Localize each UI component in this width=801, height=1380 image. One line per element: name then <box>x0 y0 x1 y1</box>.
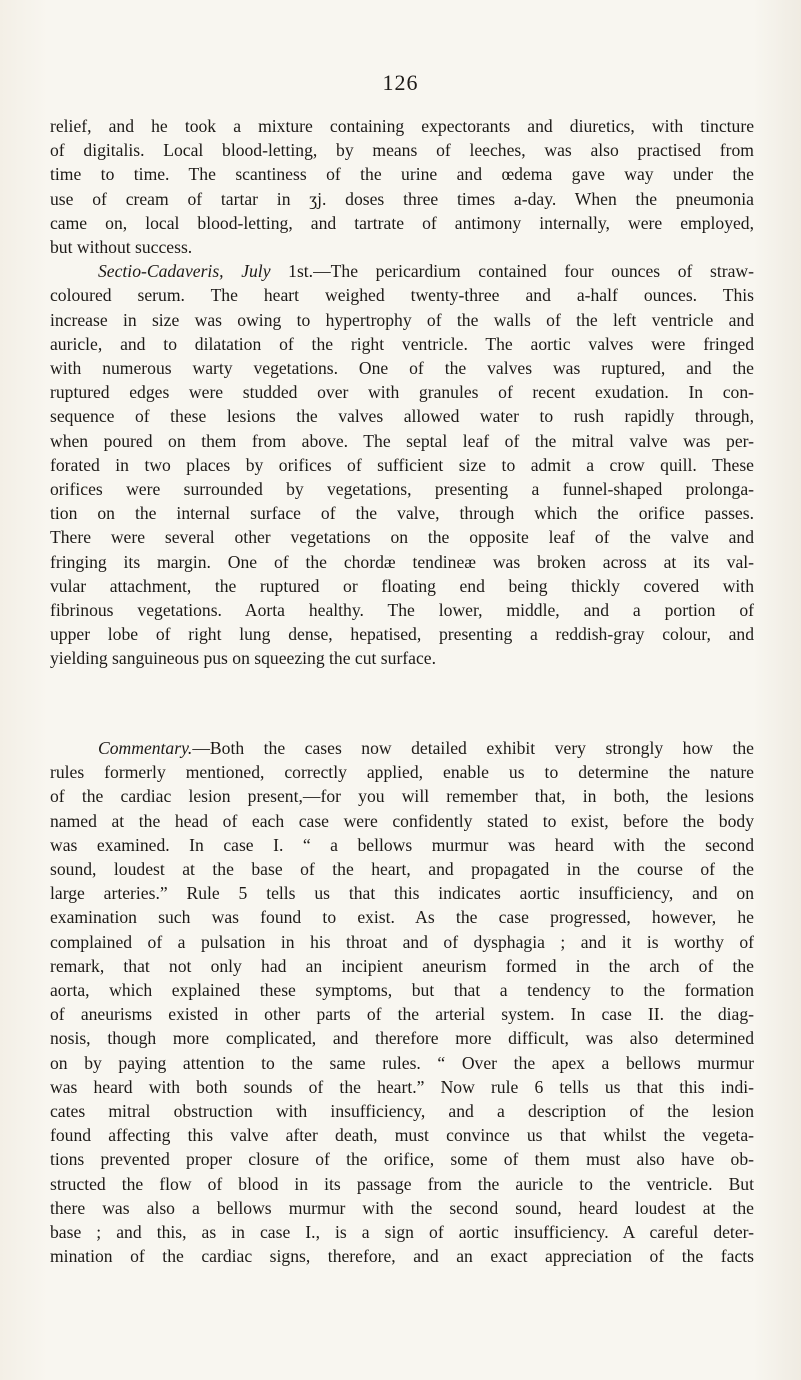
text-line: remark, that not only had an incipient aneurism formed in the arch of the <box>50 955 754 976</box>
text-line: structed the flow of blood in its passage from the auricle to the ventricle. But <box>50 1173 754 1194</box>
text-line: of digitalis. Local blood-letting, by means of leeches, was also practised from <box>50 140 754 161</box>
text-line: sound, loudest at the base of the heart, and propagated in the course of the <box>50 859 754 880</box>
text-line: rules formerly mentioned, correctly applied, enable us to determine the nature <box>50 762 754 783</box>
text-line: found affecting this valve after death, must convince us that whilst the vegeta- <box>50 1125 754 1146</box>
text-line: yielding sanguineous pus on squeezing the cut surface. <box>50 648 436 669</box>
text-line: fringing its margin. One of the chordæ tendineæ was broken across at its val- <box>50 551 754 572</box>
text-line: ruptured edges were studded over with granules of recent exudation. In con- <box>50 382 754 403</box>
text-line: —The pericardium contained four ounces of straw- <box>313 261 754 282</box>
text-line: complained of a pulsation in his throat and of dysphagia ; and it is worthy of <box>50 931 754 952</box>
commentary-first-line <box>50 736 754 760</box>
text-line: There were several other vegetations on the opposite leaf of the valve and <box>50 527 754 548</box>
commentary-heading: Commentary. <box>98 738 193 758</box>
text-line: was examined. In case I. “ a bellows murmur was heard with the second <box>50 834 754 855</box>
text-line: base ; and this, as in case I., is a sign of aortic insufficiency. A careful deter- <box>50 1222 754 1243</box>
text-line: when poured on them from above. The septal leaf of the mitral valve was per- <box>50 430 754 451</box>
text-line: of aneurisms existed in other parts of the arterial system. In case II. the diag- <box>50 1004 754 1025</box>
text-line: with numerous warty vegetations. One of the valves was ruptured, and the <box>50 358 754 379</box>
sectio-cadaveris-first-line <box>50 259 754 283</box>
text-line: cates mitral obstruction with insufficiency, and a description of the lesion <box>50 1101 754 1122</box>
page-number: 126 <box>382 70 419 95</box>
text-line: there was also a bellows murmur with the second sound, heard loudest at the <box>50 1197 754 1218</box>
text-line: forated in two places by orifices of sufficient size to admit a crow quill. These <box>50 454 754 475</box>
text-line: nosis, though more complicated, and therefore more difficult, was also determined <box>50 1028 754 1049</box>
text-line: tions prevented proper closure of the orifice, some of them must also have ob- <box>50 1149 754 1170</box>
text-line: on by paying attention to the same rules. “ Over the apex a bellows murmur <box>50 1052 754 1073</box>
text-line: examination such was found to exist. As the case progressed, however, he <box>50 907 754 928</box>
text-line: fibrinous vegetations. Aorta healthy. The lower, middle, and a portion of <box>50 600 754 621</box>
text-line: orifices were surrounded by vegetations, presenting a funnel-shaped prolonga- <box>50 479 754 500</box>
text-line: tion on the internal surface of the valve, through which the orifice passes. <box>50 503 754 524</box>
text-line: came on, local blood-letting, and tartrate of antimony internally, were employed, <box>50 212 754 233</box>
text-line: was heard with both sounds of the heart.” Now rule 6 tells us that this indi- <box>50 1076 754 1097</box>
text-line: of the cardiac lesion present,—for you will remember that, in both, the lesions <box>50 786 754 807</box>
text-line: —Both the cases now detailed exhibit very strongly how the <box>192 738 754 758</box>
text-line: upper lobe of right lung dense, hepatised, presenting a reddish-gray colour, and <box>50 624 754 645</box>
text-line: auricle, and to dilatation of the right ventricle. The aortic valves were fringed <box>50 333 754 354</box>
text-line: increase in size was owing to hypertrophy of the walls of the left ventricle and <box>50 309 754 330</box>
text-block-upper <box>50 114 754 671</box>
text-line: relief, and he took a mixture containing expectorants and diuretics, with tincture <box>50 116 754 136</box>
sectio-cadaveris-heading: Sectio-Cadaveris, July <box>98 261 271 282</box>
text-line: sequence of these lesions the valves allowed water to rush rapidly through, <box>50 406 754 427</box>
text-line: large arteries.” Rule 5 tells us that this indicates aortic insufficiency, and on <box>50 883 754 904</box>
text-line: but without success. <box>50 237 193 258</box>
text-line: vular attachment, the ruptured or floating end being thickly covered with <box>50 575 754 596</box>
sectio-cadaveris-date: 1st. <box>270 261 314 282</box>
text-line: use of cream of tartar in ʒj. doses three times a-day. When the pneumonia <box>50 188 754 209</box>
text-line: aorta, which explained these symptoms, but that a tendency to the formation <box>50 980 754 1001</box>
text-line: named at the head of each case were confidently stated to exist, before the body <box>50 810 754 831</box>
commentary-block <box>50 736 754 1268</box>
text-line: coloured serum. The heart weighed twenty-three and a-half ounces. This <box>50 285 754 306</box>
text-line: time to time. The scantiness of the urine and œdema gave way under the <box>50 164 754 185</box>
text-line: mination of the cardiac signs, therefore, and an exact appreciation of the facts <box>50 1246 754 1267</box>
